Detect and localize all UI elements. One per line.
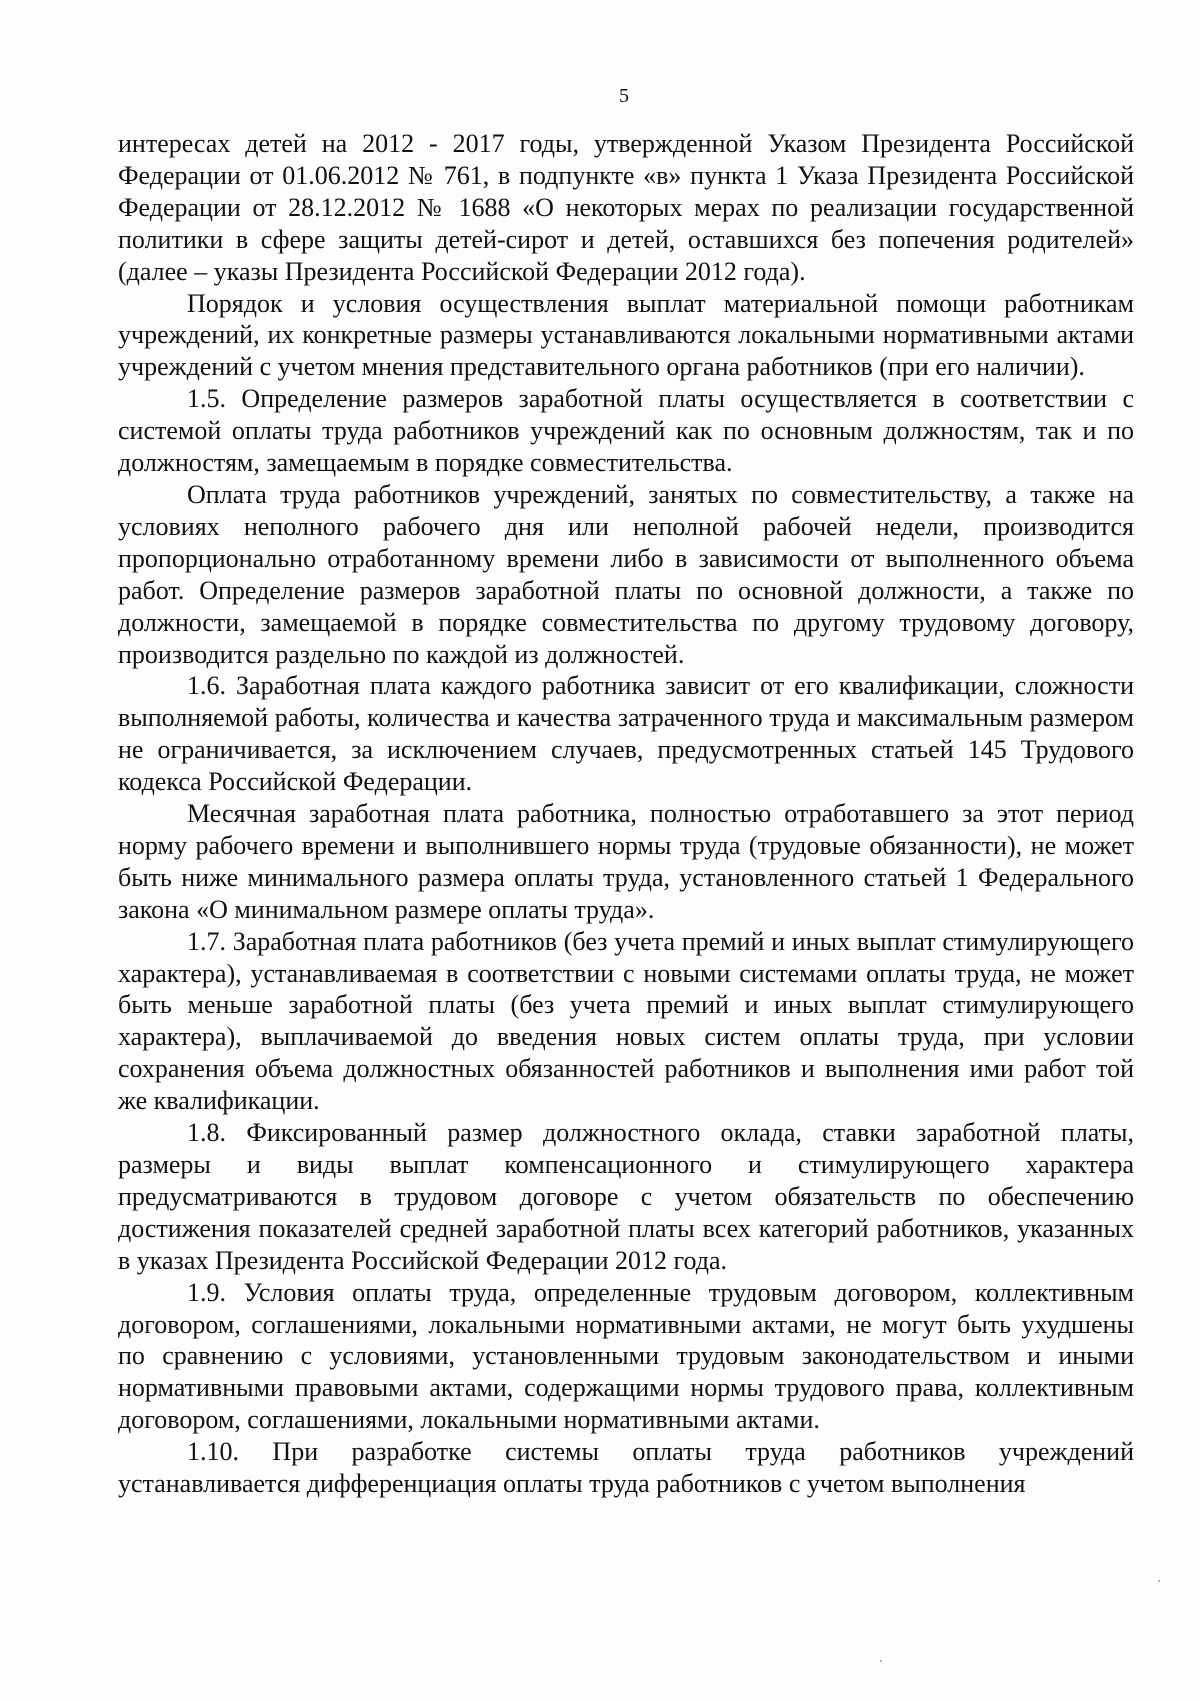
page-number: 5 [619, 85, 629, 107]
paragraph-part-time-pay: Оплата труда работников учреждений, занятых по совместительству, а также на условиях неполного рабочего дня или неполной рабочей недели, производится пропорционально отработанному времени либо в зависимости от выполненного объема работ. Определение размеров заработной платы по основной должности, а также по должности, замещаемой в порядке совместительства по другому трудовому договору, производится раздельно по каждой из должностей. [118, 479, 1134, 669]
paragraph-1-10: 1.10. При разработке системы оплаты труда работников учреждений устанавливается дифференциация оплаты труда работников с учетом выполнения [118, 1437, 1134, 1499]
paragraph-monthly-wage: Месячная заработная плата работника, полностью отработавшего за этот период норму рабочего времени и выполнившего нормы труда (трудовые обязанности), не может быть ниже минимального размера оплаты труда, установленного статьей 1 Федерального закона «О минимальном размере оплаты труда». [118, 799, 1134, 924]
paragraph-1-6: 1.6. Заработная плата каждого работника зависит от его квалификации, сложности выполняемой работы, количества и качества затраченного труда и максимальным размером не ограничивается, за исключением случаев, предусмотренных статьей 145 Трудового кодекса Российской Федерации. [118, 671, 1134, 797]
scan-speck [880, 1660, 882, 1662]
paragraph-1-9: 1.9. Условия оплаты труда, определенные трудовым договором, коллективным договором, соглашениями, локальными нормативными актами, не могут быть ухудшены по сравнению с условиями, установленными трудовым законодательством и иными нормативными правовыми актами, содержащими нормы трудового права, коллективным договором, соглашениями, локальными нормативными актами. [118, 1277, 1134, 1435]
paragraph-continuation: интересах детей на 2012 - 2017 годы, утвержденной Указом Президента Российской Федерации от 01.06.2012 № 761, в подпункте «в» пункта 1 Указа Президента Российской Федерации от 28.12.2012 № 1688 «О некоторых мерах по реализации государственной политики в сфере защиты детей-сирот и детей, оставшихся без попечения родителей» (далее – указы Президента Российской Федерации 2012 года). [118, 129, 1134, 286]
paragraph-material-aid: Порядок и условия осуществления выплат материальной помощи работникам учреждений, их конкретные размеры устанавливаются локальными нормативными актами учреждений с учетом мнения представительного органа работников (при его наличии). [118, 288, 1134, 382]
paragraph-1-8: 1.8. Фиксированный размер должностного оклада, ставки заработной платы, размеры и виды выплат компенсационного и стимулирующего характера предусматриваются в трудовом договоре с учетом обязательств по обеспечению достижения показателей средней заработной платы всех категорий работников, указанных в указах Президента Российской Федерации 2012 года. [118, 1118, 1134, 1275]
document-body [118, 128, 1134, 1500]
scan-speck [1158, 1580, 1160, 1582]
paragraph-1-7: 1.7. Заработная плата работников (без учета премий и иных выплат стимулирующего характера), устанавливаемая в соответствии с новыми системами оплаты труда, не может быть меньше заработной платы (без учета премий и иных выплат стимулирующего характера), выплачиваемой до введения новых систем оплаты труда, при условии сохранения объема должностных обязанностей работников и выполнения ими работ той же квалификации. [118, 926, 1134, 1116]
paragraph-1-5: 1.5. Определение размеров заработной платы осуществляется в соответствии с системой оплаты труда работников учреждений как по основным должностям, так и по должностям, замещаемым в порядке совместительства. [118, 384, 1134, 478]
